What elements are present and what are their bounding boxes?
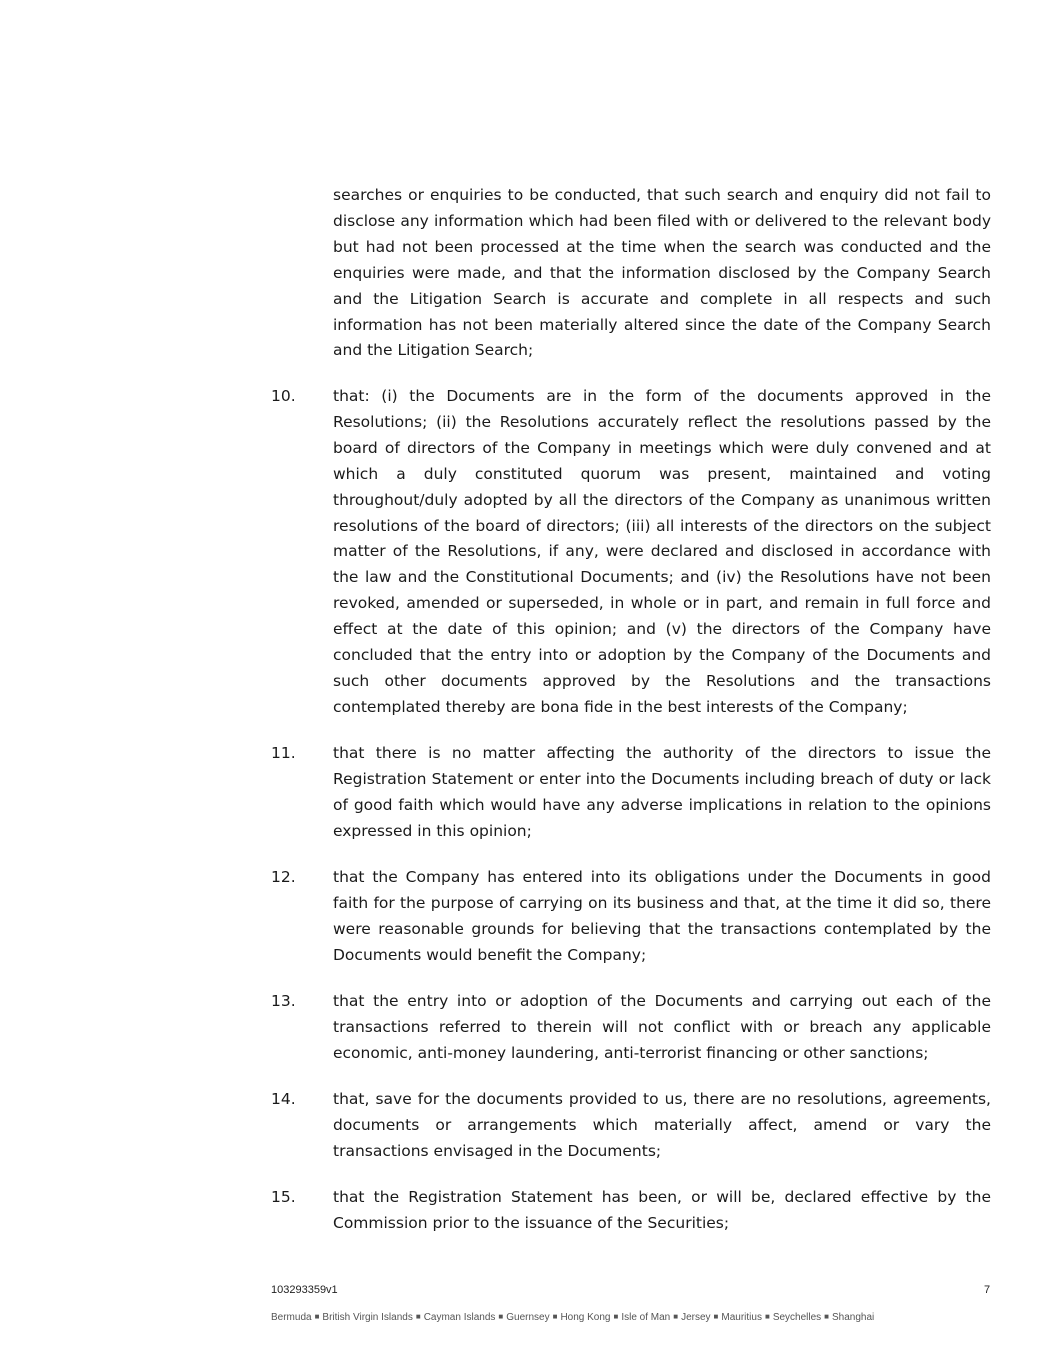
separator: ■	[713, 1312, 719, 1321]
location: Mauritius	[721, 1312, 762, 1323]
location: Shanghai	[832, 1312, 875, 1323]
location: Bermuda	[271, 1312, 312, 1323]
location: Cayman Islands	[423, 1312, 496, 1323]
office-locations	[271, 1312, 874, 1323]
separator: ■	[314, 1312, 320, 1321]
location: Guernsey	[506, 1312, 550, 1323]
item-number: 10.	[271, 387, 296, 405]
separator: ■	[415, 1312, 421, 1321]
separator: ■	[498, 1312, 504, 1321]
location: Hong Kong	[560, 1312, 611, 1323]
location: Jersey	[681, 1312, 711, 1323]
separator: ■	[764, 1312, 770, 1321]
item-number: 12.	[271, 868, 296, 886]
separator: ■	[673, 1312, 679, 1321]
location: Seychelles	[772, 1312, 822, 1323]
item-text: that the entry into or adoption of the Documents and carrying out each of the transactions referred to therein will not conflict with or breach any applicable economic, anti-money laundering, anti-terrorist financing or other sanctions;	[333, 992, 991, 1062]
list-item	[271, 1185, 991, 1237]
list-item	[271, 865, 991, 969]
item-text: that the Company has entered into its obligations under the Documents in good faith for the purpose of carrying on its business and that, at the time it did so, there were reasonable grounds for believing that the transactions contemplated by the Documents would benefit the Company;	[333, 868, 991, 964]
separator: ■	[613, 1312, 619, 1321]
item-number: 11.	[271, 744, 296, 762]
list-item	[271, 741, 991, 845]
separator: ■	[552, 1312, 558, 1321]
item-number: 15.	[271, 1188, 296, 1206]
page-number: 7	[984, 1284, 991, 1296]
item-text: that: (i) the Documents are in the form of the documents approved in the Resolutions; (ii) the Resolutions accurately reflect the resolutions passed by the board of directors of the Company in meetings which were duly convened and at which a duly constituted quorum was present, maintained and voting throughout/duly adopted by all the directors of the Company as unanimous written resolutions of the board of directors; (iii) all interests of the directors on the subject matter of the Resolutions, if any, were declared and disclosed in accordance with the law and the Constitutional Documents; and (iv) the Resolutions have not been revoked, amended or superseded, in whole or in part, and remain in full force and effect at the date of this opinion; and (v) the directors of the Company have concluded that the entry into or adoption by the Company of the Documents and such other documents approved by the Resolutions and the transactions contemplated thereby are bona fide in the best interests of the Company;	[333, 387, 991, 716]
item-text: that there is no matter affecting the authority of the directors to issue the Registration Statement or enter into the Documents including breach of duty or lack of good faith which would have any adverse implications in relation to the opinions expressed in this opinion;	[333, 744, 991, 840]
document-reference: 103293359v1	[271, 1284, 338, 1296]
continued-paragraph: searches or enquiries to be conducted, that such search and enquiry did not fail to disclose any information which had been filed with or delivered to the relevant body but had not been processed at the time when the search was conducted and the enquiries were made, and that the information disclosed by the Company Search and the Litigation Search is accurate and complete in all respects and such information has not been materially altered since the date of the Company Search and the Litigation Search;	[333, 186, 991, 360]
item-text: that the Registration Statement has been, or will be, declared effective by the Commission prior to the issuance of the Securities;	[333, 1188, 991, 1232]
list-item	[271, 1087, 991, 1165]
list-item	[271, 384, 991, 721]
separator: ■	[824, 1312, 830, 1321]
list-item	[271, 989, 991, 1067]
item-number: 13.	[271, 992, 296, 1010]
location: British Virgin Islands	[322, 1312, 413, 1323]
location: Isle of Man	[621, 1312, 671, 1323]
item-number: 14.	[271, 1090, 296, 1108]
item-text: that, save for the documents provided to us, there are no resolutions, agreements, documents or arrangements which materially affect, amend or vary the transactions envisaged in the Documents;	[333, 1090, 991, 1160]
